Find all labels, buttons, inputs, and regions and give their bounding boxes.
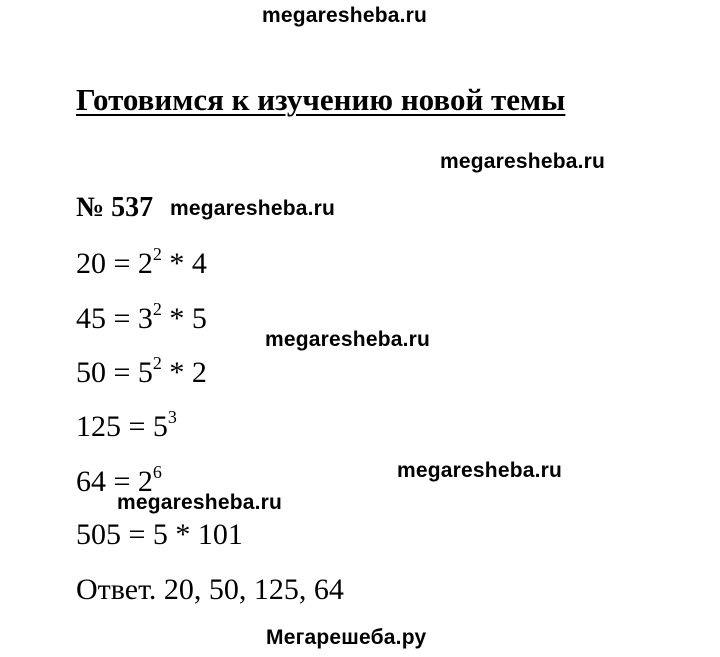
equation-base: 505 = 5 * 101	[76, 518, 243, 551]
equation-exponent: 2	[152, 353, 162, 373]
watermark-bottom: Мегарешеба.ру	[266, 626, 427, 649]
equation-base: 64 = 2	[76, 465, 153, 498]
watermark-left-lower: megaresheba.ru	[117, 491, 283, 514]
equation-rest: * 4	[161, 247, 207, 280]
watermark-middle: megaresheba.ru	[265, 328, 431, 351]
equation-rest: * 5	[161, 302, 207, 335]
equation-base: 50 = 5	[76, 356, 153, 389]
watermark-right-upper: megaresheba.ru	[440, 150, 606, 173]
equation-line-2	[76, 299, 207, 336]
equation-line-3	[76, 353, 207, 390]
equation-exponent: 3	[167, 407, 177, 427]
watermark-inline-task: megaresheba.ru	[170, 197, 336, 220]
equation-line-6	[76, 518, 243, 552]
equation-rest: * 2	[161, 356, 207, 389]
equation-line-4	[76, 407, 177, 444]
answer-line: Ответ. 20, 50, 125, 64	[76, 573, 344, 606]
watermark-right-lower: megaresheba.ru	[397, 459, 563, 482]
equation-line-1	[76, 244, 207, 281]
equation-exponent: 2	[152, 244, 162, 264]
equation-base: 45 = 3	[76, 302, 153, 335]
equation-exponent: 2	[152, 299, 162, 319]
equation-base: 20 = 2	[76, 247, 153, 280]
watermark-top: megaresheba.ru	[262, 4, 428, 27]
task-number: № 537	[76, 192, 154, 223]
equation-base: 125 = 5	[76, 410, 168, 443]
equation-exponent: 6	[152, 462, 162, 482]
page-heading: Готовимся к изучению новой темы	[76, 82, 566, 117]
